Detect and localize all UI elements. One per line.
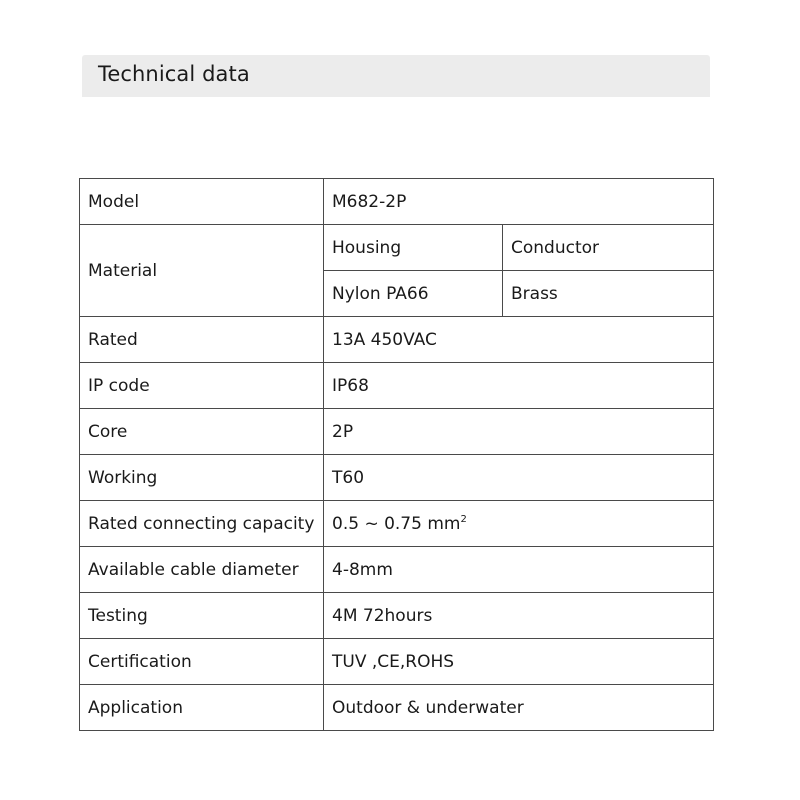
table-row-application (80, 685, 714, 731)
core-label: Core (80, 409, 324, 455)
cable-value: 4-8mm (324, 547, 714, 593)
section-title: Technical data (98, 62, 250, 86)
table-row-material-header (80, 225, 714, 271)
table-row-model (80, 179, 714, 225)
working-label: Working (80, 455, 324, 501)
model-label: Model (80, 179, 324, 225)
material-conductor-value: Brass (503, 271, 714, 317)
capacity-value-cell (324, 501, 714, 547)
capacity-value: 0.5 ~ 0.75 mm (332, 513, 461, 534)
working-value: T60 (324, 455, 714, 501)
rated-label: Rated (80, 317, 324, 363)
rated-value: 13A 450VAC (324, 317, 714, 363)
material-label: Material (80, 225, 324, 317)
table-row-ip-code (80, 363, 714, 409)
cable-label: Available cable diameter (80, 547, 324, 593)
table-row-working (80, 455, 714, 501)
capacity-superscript: 2 (460, 513, 467, 525)
table-row-rated (80, 317, 714, 363)
testing-value: 4M 72hours (324, 593, 714, 639)
ip-code-label: IP code (80, 363, 324, 409)
table-row-testing (80, 593, 714, 639)
ip-code-value: IP68 (324, 363, 714, 409)
technical-data-table (79, 178, 714, 731)
certification-label: Certification (80, 639, 324, 685)
table-row-core (80, 409, 714, 455)
material-housing-label: Housing (324, 225, 503, 271)
material-conductor-label: Conductor (503, 225, 714, 271)
capacity-label: Rated connecting capacity (80, 501, 324, 547)
testing-label: Testing (80, 593, 324, 639)
table-row-certification (80, 639, 714, 685)
core-value: 2P (324, 409, 714, 455)
certification-value: TUV ,CE,ROHS (324, 639, 714, 685)
table-row-capacity (80, 501, 714, 547)
application-label: Application (80, 685, 324, 731)
table-row-cable (80, 547, 714, 593)
model-value: M682-2P (324, 179, 714, 225)
application-value: Outdoor & underwater (324, 685, 714, 731)
material-housing-value: Nylon PA66 (324, 271, 503, 317)
section-header (82, 55, 710, 97)
